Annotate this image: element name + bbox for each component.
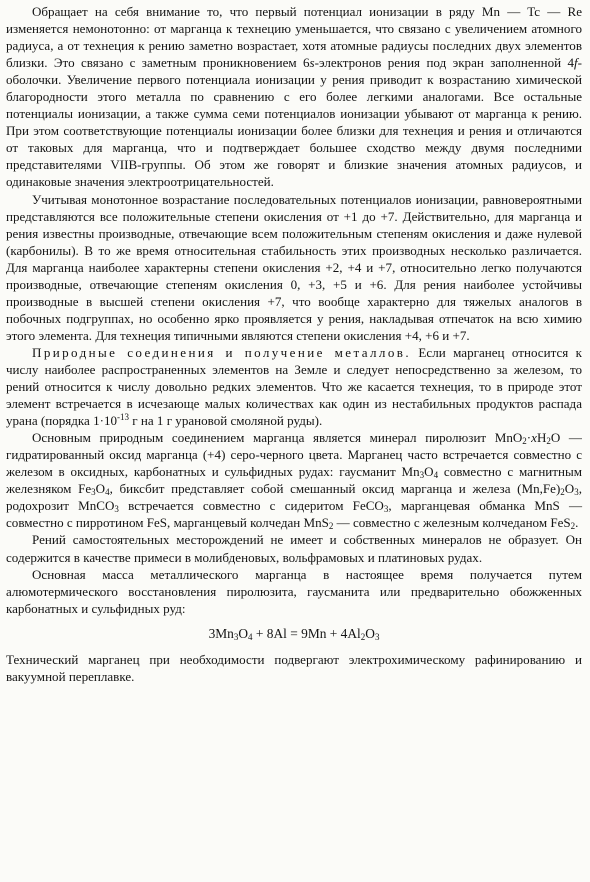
subscript: 3 (419, 470, 425, 481)
text-run: · (526, 430, 532, 446)
subscript: 3 (374, 631, 380, 642)
italic-symbol: s (309, 55, 315, 71)
text-run: H (536, 430, 547, 446)
text-run: O (95, 481, 106, 497)
text-run: встречается совместно с сидеритом FeCO (118, 498, 384, 514)
subscript: 3 (114, 504, 119, 515)
text-run: г на 1 г урановой смоляной руды). (129, 413, 323, 429)
text-run: Обращает на себя внимание то, что первый потенциал ионизации в ряду Mn — Tc — Re изменяется немонотонно: от марганца к технецию уменьшается, что связано с увеличением атомного радиуса, а от технеция к рению заметно возрастает, хотя атомные радиусы последних двух элементов близки. Это связано с заметным проникновением 6 (6, 4, 582, 71)
text-run: 3Mn (208, 625, 234, 641)
superscript: -13 (117, 412, 129, 423)
paragraph-rhenium-occurrence (6, 531, 582, 565)
paragraph-aluminothermy (6, 566, 582, 617)
text-run: совместно с магнитным железняком Fe (6, 464, 582, 497)
text-run: . (575, 515, 579, 531)
subscript: 2 (560, 487, 565, 498)
paragraph-natural-compounds (6, 344, 582, 429)
text-run: O (365, 625, 375, 641)
subscript: 3 (383, 504, 389, 515)
text-run: -оболочки. Увеличение первого потенциала ионизации у рения приводит к возрастанию химической благородности этого металла по сравнению с его более легкими аналогами. Все остальные потенциалы ионизации, а также сумма семи потенциалов ионизации убывают от марганца к рению. При этом соответствующие потенциалы ионизации более близки для технеция и рения и отличаются от таковых для марганца, что и подтверждает большее сходство между двумя последними представителями VIIB-группы. Об этом же говорят и близкие значения атомных радиусов, и одинаковые значения электроотрицательностей. (6, 55, 582, 190)
subscript: 2 (546, 436, 551, 447)
paragraph-ionization-potentials (6, 3, 582, 191)
paragraph-manganese-minerals (6, 429, 582, 531)
reaction-equation (6, 625, 582, 642)
subscript: 3 (574, 487, 579, 498)
text-run: + 8Al = 9Mn + 4Al (252, 625, 361, 641)
subscript: 2 (570, 521, 576, 532)
section-heading: Природные соединения и получение металлов. (32, 344, 411, 360)
text-run: — совместно с железным колчеданом FeS (333, 515, 571, 531)
text-run: Основная масса металлического марганца в настоящее время получается путем алюмотермического восстановления пиролюзита, гаусманита или предварительно обожженных карбонатных и сульфидных руд: (6, 566, 582, 616)
italic-symbol: x (531, 430, 537, 446)
subscript: 4 (248, 631, 253, 642)
text-run: , родохрозит MnCO (6, 481, 582, 514)
subscript: 4 (433, 470, 439, 481)
subscript: 4 (105, 487, 110, 498)
text-run: Технический марганец при необходимости подвергают электрохимическому рафинированию и вакуумной переплавке. (6, 651, 582, 684)
text-run: O (238, 625, 249, 641)
subscript: 3 (91, 487, 96, 498)
text-run: Рений самостоятельных месторождений не имеет и собственных минералов не образует. Он содержится в качестве примеси в молибденовых, вольфрамовых и платиновых рудах. (6, 532, 582, 565)
paragraph-refining (6, 651, 582, 685)
text-run: O (564, 481, 575, 497)
text-run: , биксбит представляет собой смешанный оксид марганца и железа (Mn,Fe) (109, 481, 561, 497)
text-run: Учитывая монотонное возрастание последовательных потенциалов ионизации, равновероятными представляются все положительные степени окисления от +1 до +7. Действительно, для марганца и рения известны производные, отвечающие всем положительным степеням окисления и даже нулевой (карбонилы). В то же время относительная стабильность этих производных несколько различается. Для марганца наиболее характерны степени окисления +2, +4 и +7, относительно легко получаются производные, отвечающие степеням окисления 0, +3, +5 и +6. Для рения наиболее устойчивы производные в высшей степени окисления +7, что вообще характерно для тяжелых аналогов в побочных подгруппах, но особенно ярко проявляется у рения, накладывая отпечаток на всю химию этого элемента. Для технеция типичными являются степени окисления +4, +6 и +7. (6, 191, 582, 343)
text-run: O — гидратированный оксид марганца (+4) серо-черного цвета. Марганец часто встречается совместно с железом в оксидных, карбонатных и сульфидных рудах: гаусманит Mn (6, 430, 582, 480)
text-run: O (424, 464, 434, 480)
subscript: 3 (233, 631, 239, 642)
subscript: 2 (360, 631, 366, 642)
paragraph-oxidation-states (6, 191, 582, 344)
subscript: 2 (522, 436, 527, 447)
italic-symbol: f (574, 55, 578, 71)
subscript: 2 (328, 521, 334, 532)
text-run: , марганцевая обманка MnS — совместно с пирротином FeS, марганцевый колчедан MnS (6, 498, 582, 531)
text-run: Основным природным соединением марганца является минерал пиролюзит MnO (32, 430, 523, 446)
text-run: Если марганец относится к числу наиболее распространенных элементов на Земле и следует непосредственно за железом, то рений относится к числу довольно редких элементов. Что же касается технеция, то в природе этот элемент встречается в исчезающе малых количествах как один из нестабильных продуктов распада урана (порядка 1·10 (6, 344, 583, 429)
text-run: -электронов рения под экран заполненной 4 (314, 55, 575, 71)
